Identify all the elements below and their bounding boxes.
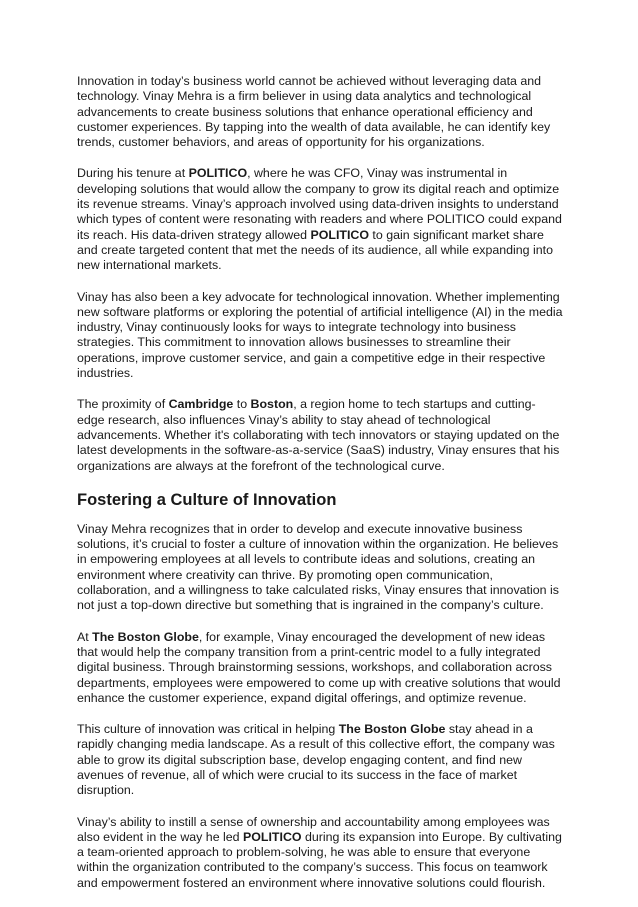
- bold-text: POLITICO: [188, 166, 248, 181]
- bold-text: Cambridge: [168, 397, 234, 412]
- bold-text: The Boston Globe: [338, 722, 446, 737]
- paragraph: [77, 722, 563, 798]
- paragraph: [77, 397, 563, 473]
- bold-text: POLITICO: [243, 829, 302, 844]
- text-run: , where he was CFO, Vinay was instrumental in developing solutions that would allow the company to grow its digital reach and optimize its revenue streams. Vinay’s approach involved using data-driven insights to understand which types of content were resonating with readers and where POLITICO could expand its reach. His data-driven strategy allowed: [77, 166, 562, 242]
- text-run: The proximity of: [77, 397, 169, 412]
- document-page: [77, 74, 563, 907]
- text-run: to gain significant market share and create targeted content that met the needs of its audience, all while expanding into new international markets.: [77, 227, 553, 273]
- text-run: Innovation in today’s business world cannot be achieved without leveraging data and technology. Vinay Mehra is a firm believer in using data analytics and technological advancements to create business solutions that enhance operational efficiency and customer experiences. By tapping into the wealth of data available, he can identify key trends, customer behaviors, and areas of opportunity for his organizations.: [77, 74, 551, 150]
- text-run: This culture of innovation was critical in helping: [77, 722, 339, 737]
- text-run: Vinay has also been a key advocate for technological innovation. Whether implementing new software platforms or exploring the potential of artificial intelligence (AI) in the media industry, Vinay continuously looks for ways to integrate technology into business strategies. This commitment to innovation allows businesses to streamline their operations, improve customer service, and gain a competitive edge in their respective industries.: [77, 289, 563, 381]
- paragraph: [77, 815, 563, 891]
- section-culture-of-innovation: [77, 522, 563, 891]
- paragraph: [77, 630, 563, 706]
- text-run: Vinay’s ability to instill a sense of ownership and accountability among employees was also evident in the way he led: [77, 814, 550, 844]
- text-run: , a region home to tech startups and cutting-edge research, also influences Vinay’s ability to stay ahead of technological advancements. Whether it's collaborating with tech innovators or staying updated on the latest developments in the software-as-a-service (SaaS) industry, Vinay ensures that his organizations are always at the forefront of the technological curve.: [77, 397, 560, 473]
- text-run: stay ahead in a rapidly changing media landscape. As a result of this collective effort, the company was able to grow its digital subscription base, develop engaging content, and find new avenues of revenue, all of which were crucial to its success in the face of market disruption.: [77, 722, 555, 798]
- bold-text: The Boston Globe: [92, 629, 199, 644]
- paragraph: [77, 166, 563, 273]
- text-run: to: [233, 397, 251, 412]
- paragraph: [77, 290, 563, 382]
- text-run: , for example, Vinay encouraged the development of new ideas that would help the company transition from a print-centric model to a fully integrated digital business. Through brainstorming sessions, workshops, and collaboration across departments, employees were empowered to come up with creative solutions that would enhance the customer experience, expand digital offerings, and optimize revenue.: [77, 629, 561, 705]
- paragraph: [77, 74, 563, 150]
- bold-text: Boston: [250, 397, 294, 412]
- text-run: during its expansion into Europe. By cultivating a team-oriented approach to problem-solving, he was able to ensure that everyone within the organization contributed to the company’s success. This focus on teamwork and empowerment fostered an environment where innovative solutions could flourish.: [77, 829, 562, 890]
- text-run: During his tenure at: [77, 166, 189, 181]
- text-run: At: [77, 629, 93, 644]
- paragraph: [77, 522, 563, 614]
- text-run: Vinay Mehra recognizes that in order to develop and execute innovative business solutions, it’s crucial to foster a culture of innovation within the organization. He believes in empowering employees at all levels to contribute ideas and solutions, creating an environment where creativity can thrive. By promoting open communication, collaboration, and a willingness to take calculated risks, Vinay ensures that innovation is not just a top-down directive but something that is ingrained in the company’s culture.: [77, 521, 559, 613]
- section-intro: [77, 74, 563, 474]
- section-heading: Fostering a Culture of Innovation: [77, 490, 337, 509]
- bold-text: POLITICO: [310, 227, 369, 242]
